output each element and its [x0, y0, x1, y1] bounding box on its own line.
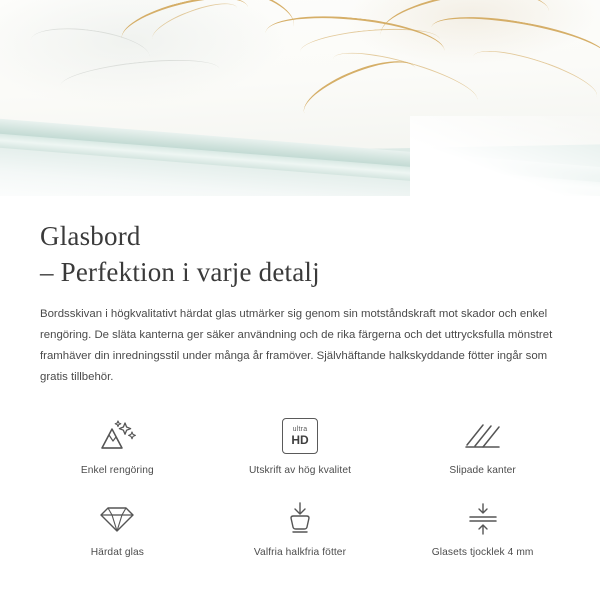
ultra-hd-icon	[282, 414, 318, 458]
feature-label: Valfria halkfria fötter	[253, 547, 347, 558]
ultra-hd-big-text: HD	[291, 433, 309, 447]
description-content	[0, 196, 600, 388]
feature-label: Glasets tjocklek 4 mm	[431, 547, 534, 558]
ultra-hd-small-text: ultra	[292, 426, 308, 433]
feature-polished-edges	[391, 414, 574, 476]
title-line-1: Glasbord	[40, 221, 141, 251]
anti-slip-foot-icon	[280, 496, 320, 540]
feature-glass-thickness	[391, 496, 574, 558]
page-title	[40, 218, 560, 290]
feature-tempered-glass	[26, 496, 209, 558]
feature-grid	[0, 414, 600, 558]
hero-image	[0, 0, 600, 196]
feature-anti-slip-feet	[209, 496, 392, 558]
image-fade	[410, 116, 600, 196]
diamond-icon	[97, 496, 137, 540]
sparkle-cloth-icon	[96, 414, 138, 458]
feature-label: Slipade kanter	[449, 465, 516, 476]
description-paragraph: Bordsskivan i högkvalitativt härdat glas utmärker sig genom sin motståndskraft mot skador och enkel rengöring. De släta kanterna ger säker användning och de rika färgerna och det uttrycksfulla mönstret framhäver din inredningsstil under många år framöver. Självhäftande halkskyddande fötter ingår som gratis tillbehör.	[40, 308, 553, 383]
thickness-arrows-icon	[463, 496, 503, 540]
feature-label: Utskrift av hög kvalitet	[248, 465, 352, 476]
feature-label: Härdat glas	[90, 547, 144, 558]
title-line-2: – Perfektion i varje detalj	[40, 257, 320, 287]
feature-easy-cleaning	[26, 414, 209, 476]
feature-label: Enkel rengöring	[80, 465, 154, 476]
feature-print-quality	[209, 414, 392, 476]
diagonal-lines-icon	[463, 414, 503, 458]
